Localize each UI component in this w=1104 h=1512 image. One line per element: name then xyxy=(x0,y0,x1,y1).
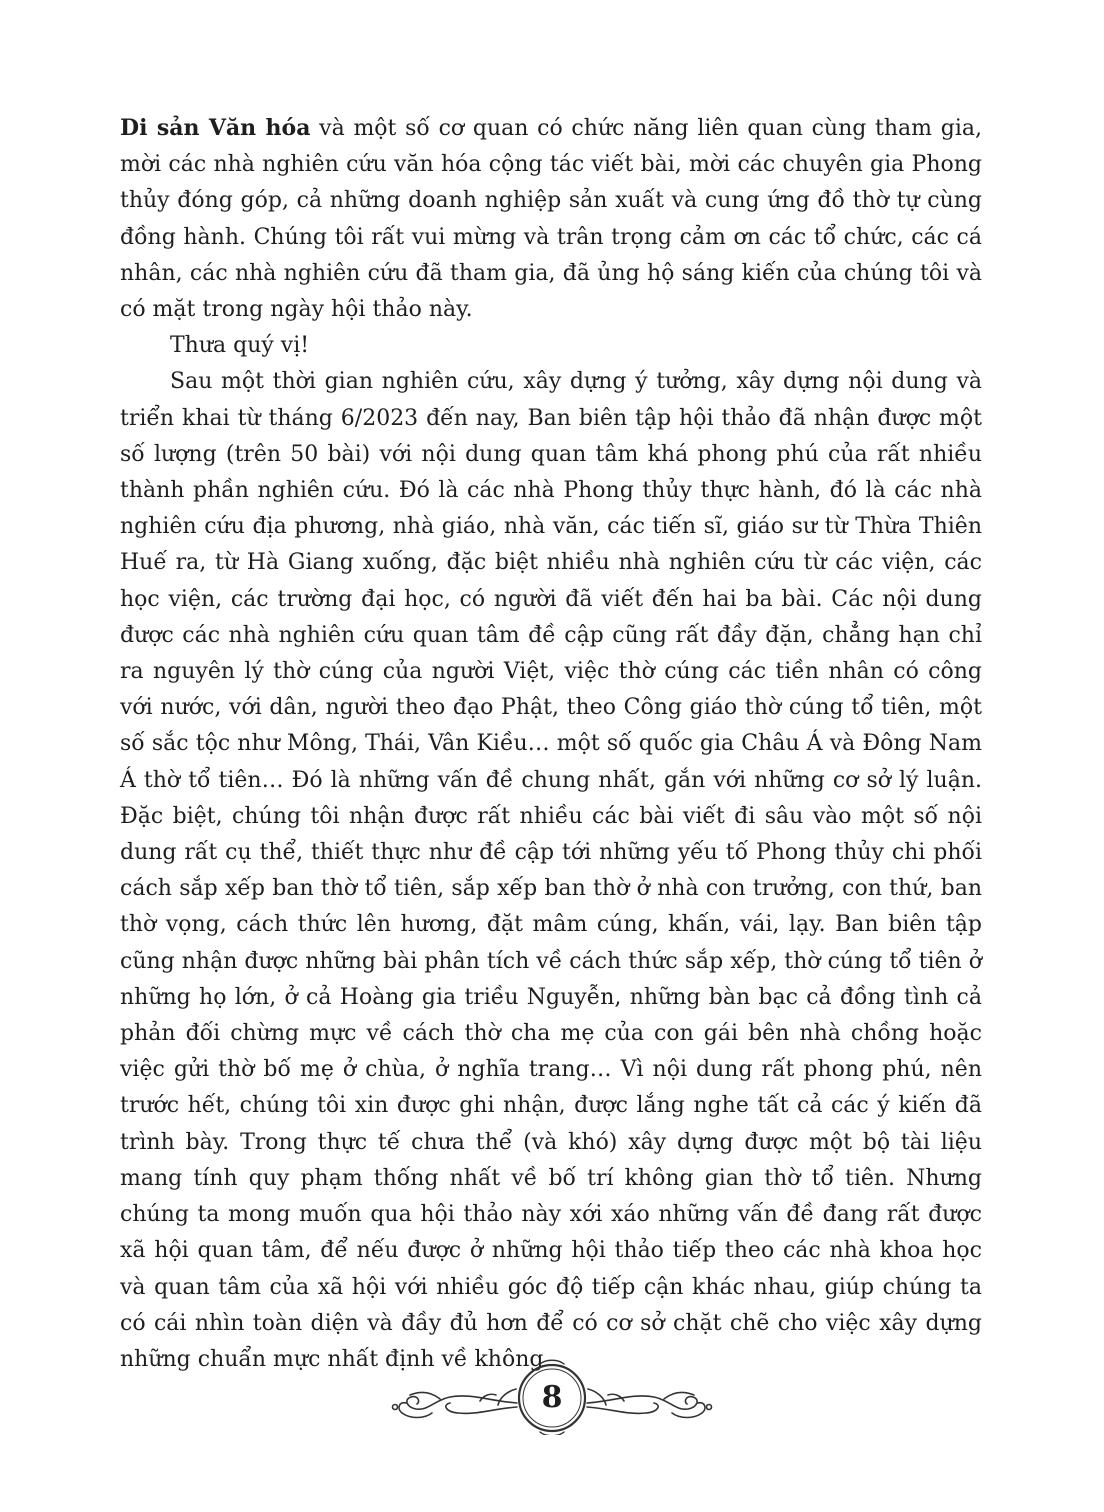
paragraph-2: Thưa quý vị! xyxy=(170,333,310,359)
paragraph-1 xyxy=(120,110,982,328)
body-text xyxy=(120,110,982,1378)
paragraph-3: Sau một thời gian nghiên cứu, xây dựng ý tưởng, xây dựng nội dung và triển khai từ tháng 6/2023 đến nay, Ban biên tập hội thảo đã nhận được một số lượng (trên 50 bài) với nội dung quan tâm khá phong phú của rất nhiều thành phần nghiên cứu. Đó là các nhà Phong thủy thực hành, đó là các nhà nghiên cứu địa phương, nhà giáo, nhà văn, các tiến sĩ, giáo sư từ Thừa Thiên Huế ra, từ Hà Giang xuống, đặc biệt nhiều nhà nghiên cứu từ các viện, các học viện, các trường đại học, có người đã viết đến hai ba bài. Các nội dung được các nhà nghiên cứu quan tâm đề cập cũng rất đầy đặn, chẳng hạn chỉ ra nguyên lý thờ cúng của người Việt, việc thờ cúng các tiền nhân có công với nước, với dân, người theo đạo Phật, theo Công giáo thờ cúng tổ tiên, một số sắc tộc như Mông, Thái, Vân Kiều… một số quốc gia Châu Á và Đông Nam Á thờ tổ tiên… Đó là những vấn đề chung nhất, gắn với những cơ sở lý luận. Đặc biệt, chúng tôi nhận được rất nhiều các bài viết đi sâu vào một số nội dung rất cụ thể, thiết thực như đề cập tới những yếu tố Phong thủy chi phối cách sắp xếp ban thờ tổ tiên, sắp xếp ban thờ ở nhà con trưởng, con thứ, ban thờ vọng, cách thức lên hương, đặt mâm cúng, khấn, vái, lạy. Ban biên tập cũng nhận được những bài phân tích về cách thức sắp xếp, thờ cúng tổ tiên ở những họ lớn, ở cả Hoàng gia triều Nguyễn, những bàn bạc cả đồng tình cả phản đối chừng mực về cách thờ cha mẹ của con gái bên nhà chồng hoặc việc gửi thờ bố mẹ ở chùa, ở nghĩa trang… Vì nội dung rất phong phú, nên trước hết, chúng tôi xin được ghi nhận, được lắng nghe tất cả các ý kiến đã trình bày. Trong thực tế chưa thể (và khó) xây dựng được một bộ tài liệu mang tính quy phạm thống nhất về bố trí không gian thờ tổ tiên. Nhưng chúng ta mong muốn qua hội thảo này xới xáo những vấn đề đang rất được xã hội quan tâm, để nếu được ở những hội thảo tiếp theo các nhà khoa học và quan tâm của xã hội với nhiều góc độ tiếp cận khác nhau, giúp chúng ta có cái nhìn toàn diện và đầy đủ hơn để có cơ sở chặt chẽ cho việc xây dựng những chuẩn mực nhất định về không xyxy=(120,369,982,1372)
page-number: 8 xyxy=(541,1380,563,1415)
paragraph-1-bold-lead: Di sản Văn hóa xyxy=(120,115,311,141)
paragraph-1-text: và một số cơ quan có chức năng liên quan cùng tham gia, mời các nhà nghiên cứu văn hóa cộng tác viết bài, mời các chuyên gia Phong thủy đóng góp, cả những doanh nghiệp sản xuất và cung ứng đồ thờ tự cùng đồng hành. Chúng tôi rất vui mừng và trân trọng cảm ơn các tổ chức, các cá nhân, các nhà nghiên cứu đã tham gia, đã ủng hộ sáng kiến của chúng tôi và có mặt trong ngày hội thảo này. xyxy=(120,116,982,323)
